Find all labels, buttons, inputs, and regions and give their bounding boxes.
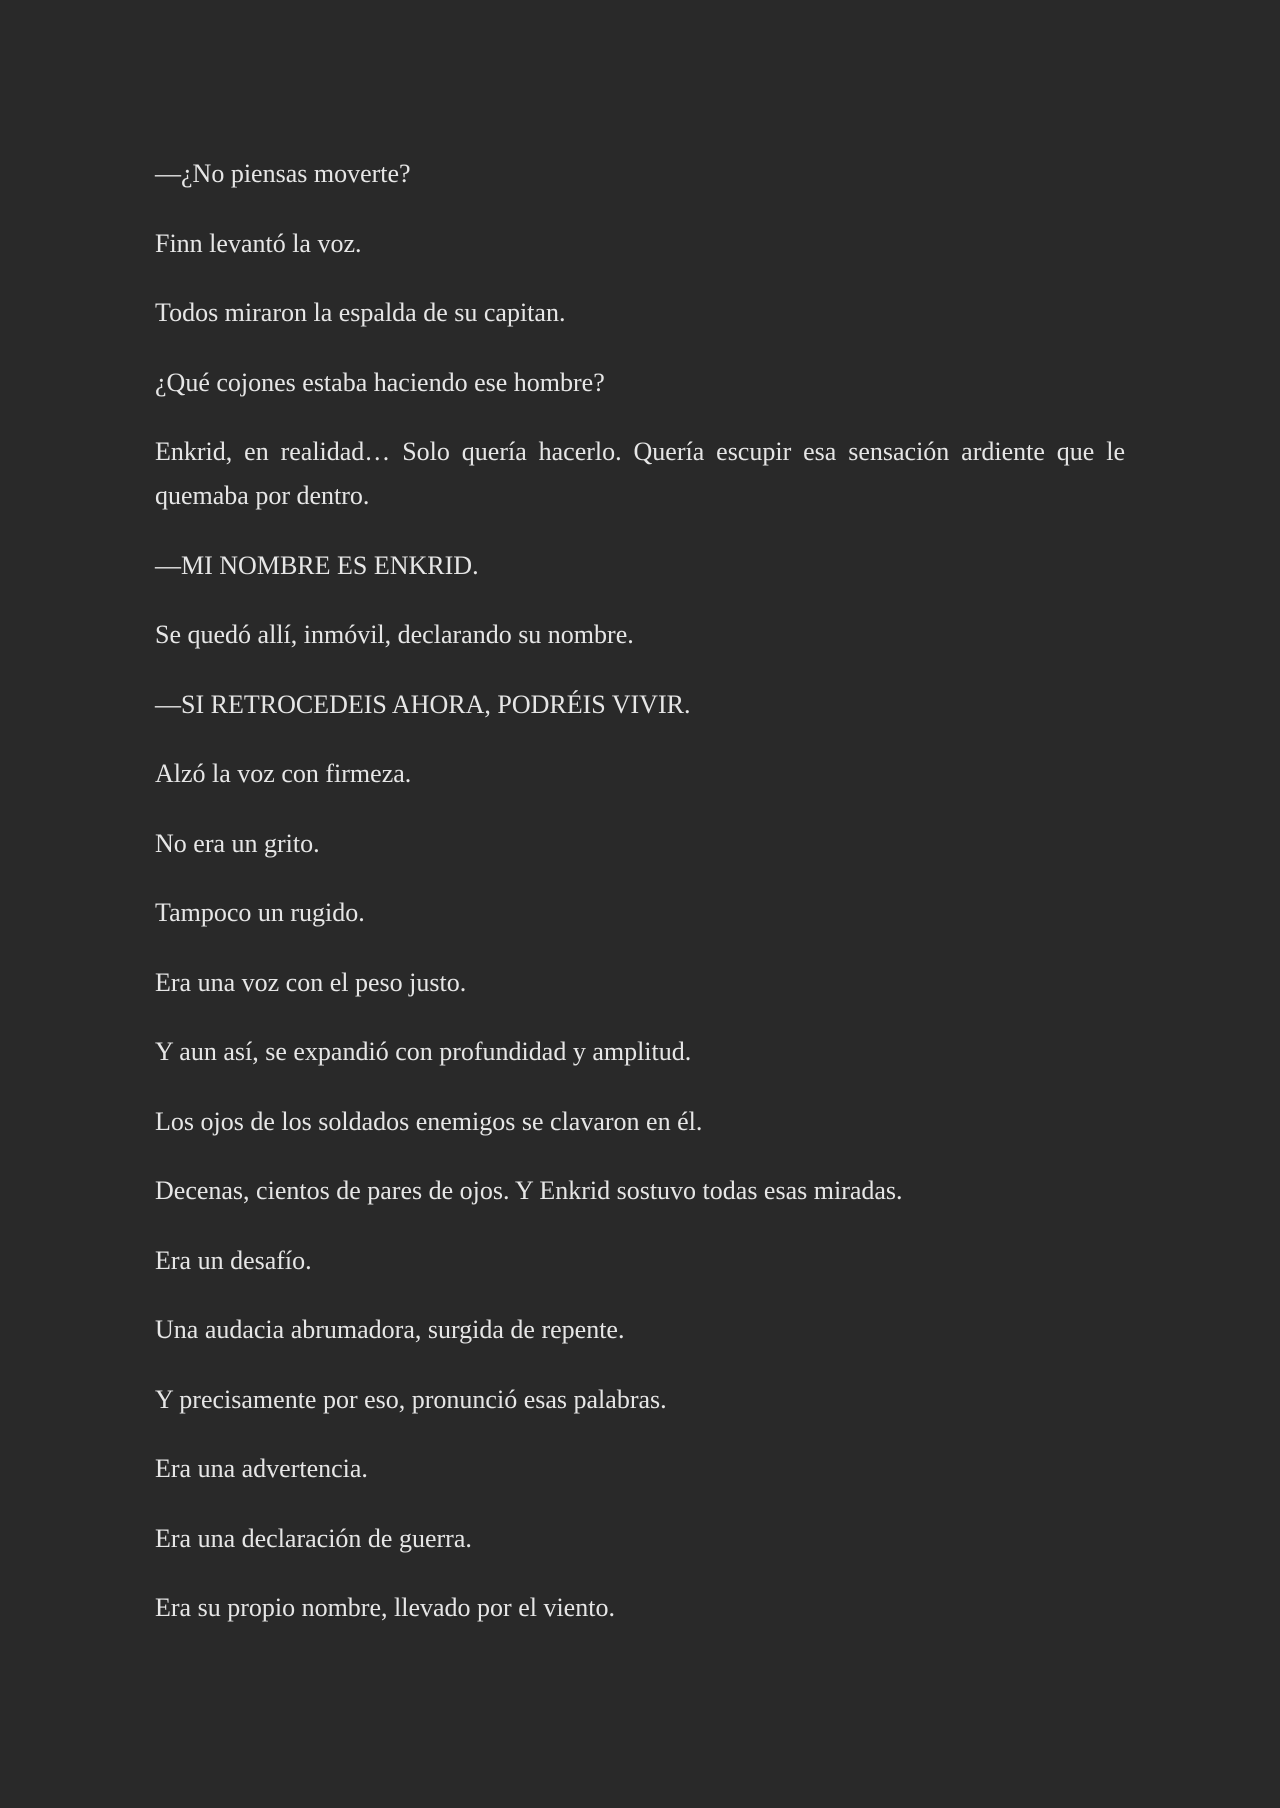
paragraph: Decenas, cientos de pares de ojos. Y Enkrid sostuvo todas esas miradas. [155,1176,903,1205]
paragraph: Era su propio nombre, llevado por el viento. [155,1593,615,1622]
paragraph: ¿Qué cojones estaba haciendo ese hombre? [155,367,605,397]
paragraph: —¿No piensas moverte? [155,159,411,188]
paragraph: Y precisamente por eso, pronunció esas palabras. [155,1384,667,1414]
paragraph: Y aun así, se expandió con profundidad y amplitud. [155,1037,692,1066]
chapter-text [155,152,1125,1656]
paragraph: Una audacia abrumadora, surgida de repente. [155,1315,625,1344]
paragraph: —SI RETROCEDEIS AHORA, PODRÉIS VIVIR. [155,689,691,719]
paragraph: Los ojos de los soldados enemigos se clavaron en él. [155,1106,703,1136]
paragraph: Todos miraron la espalda de su capitan. [155,298,566,327]
paragraph: No era un grito. [155,828,320,858]
paragraph: Era una voz con el peso justo. [155,967,467,997]
paragraph: Tampoco un rugido. [155,898,365,927]
paragraph: Era una declaración de guerra. [155,1523,472,1553]
paragraph: Finn levantó la voz. [155,228,362,258]
paragraph: Se quedó allí, inmóvil, declarando su nombre. [155,620,634,649]
paragraph: Alzó la voz con firmeza. [155,759,412,788]
paragraph: Era una advertencia. [155,1454,368,1483]
paragraph: Era un desafío. [155,1245,312,1275]
paragraph: Enkrid, en realidad… Solo quería hacerlo. Quería escupir esa sensación ardiente que le quemaba por dentro. [155,437,1125,510]
paragraph: —MI NOMBRE ES ENKRID. [155,550,479,580]
